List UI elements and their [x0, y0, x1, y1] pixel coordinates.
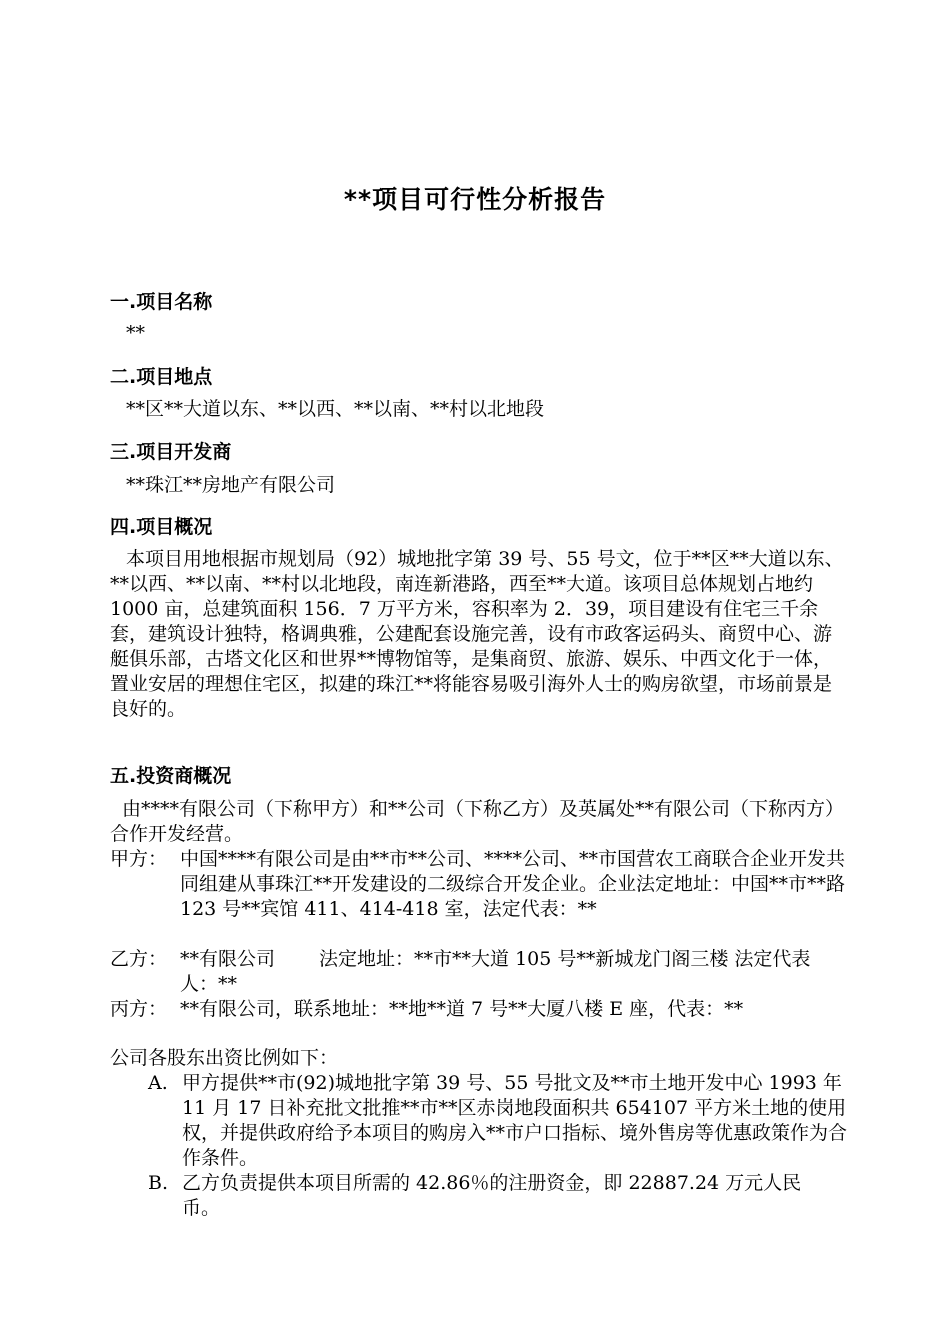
party-a — [110, 847, 845, 922]
party-a-text: 中国****有限公司是由**市**公司、****公司、**市国营农工商联合企业开发共同组建从事珠江**开发建设的二级综合开发企业。企业法定地址：中国**市**路 123 号**宾馆 411、414-418 室，法定代表：** — [180, 848, 846, 920]
section-heading-developer: 三.项目开发商 — [110, 441, 232, 463]
list-item — [148, 1171, 838, 1221]
party-b-text: **有限公司 法定地址：**市**大道 105 号**新城龙门阁三楼 法定代表人：** — [180, 948, 811, 995]
section-text-project-name: ** — [126, 322, 145, 344]
party-c-text: **有限公司，联系地址：**地**道 7 号**大厦八楼 E 座，代表：** — [180, 998, 744, 1020]
party-c — [110, 997, 845, 1022]
party-b-label: 乙方： — [110, 948, 168, 970]
list-item-text: 甲方提供**市(92)城地批字第 39 号、55 号批文及**市土地开发中心 1993 年 11 月 17 日补充批文批推**市**区赤岗地段面积共 654107 平方米土地的使用权，并提供政府给予本项目的购房入**市户口指标、境外售房等优惠政策作为合作条件。 — [182, 1072, 848, 1169]
section-heading-project-location: 二.项目地点 — [110, 366, 213, 388]
party-b — [110, 947, 845, 997]
list-item-marker: A. — [148, 1072, 168, 1094]
section-heading-investor-overview: 五.投资商概况 — [110, 765, 232, 787]
list-item — [148, 1071, 863, 1171]
section-text-investor-overview: 由****有限公司（下称甲方）和**公司（下称乙方）及英属处**有限公司（下称丙方）合作开发经营。 — [110, 798, 845, 845]
shareholding-intro: 公司各股东出资比例如下： — [110, 1047, 339, 1069]
section-text-project-overview: 本项目用地根据市规划局（92）城地批字第 39 号、55 号文，位于**区**大道以东、**以西、**以南、**村以北地段，南连新港路，西至**大道。该项目总体规划占地约 1000 亩，总建筑面积 156．7 万平方米，容积率为 2．39，项目建设有住宅三千余套，建筑设计独特，格调典雅，公建配套设施完善，设有市政客运码头、商贸中心、游艇俱乐部，古塔文化区和世界**博物馆等，是集商贸、旅游、娱乐、中西文化于一体，置业安居的理想住宅区，拟建的珠江**将能容易吸引海外人士的购房欲望，市场前景是良好的。 — [110, 548, 844, 720]
list-item-text: 乙方负责提供本项目所需的 42.86％的注册资金，即 22887.24 万元人民币。 — [182, 1172, 802, 1219]
party-c-label: 丙方： — [110, 998, 168, 1020]
document-title: **项目可行性分析报告 — [343, 185, 607, 214]
party-a-label: 甲方： — [110, 848, 168, 870]
list-item-marker: B. — [148, 1172, 169, 1194]
section-text-project-location: **区**大道以东、**以西、**以南、**村以北地段 — [126, 398, 545, 420]
section-heading-project-overview: 四.项目概况 — [110, 516, 213, 538]
section-heading-project-name: 一.项目名称 — [110, 291, 213, 313]
section-text-developer: **珠江**房地产有限公司 — [126, 474, 336, 496]
